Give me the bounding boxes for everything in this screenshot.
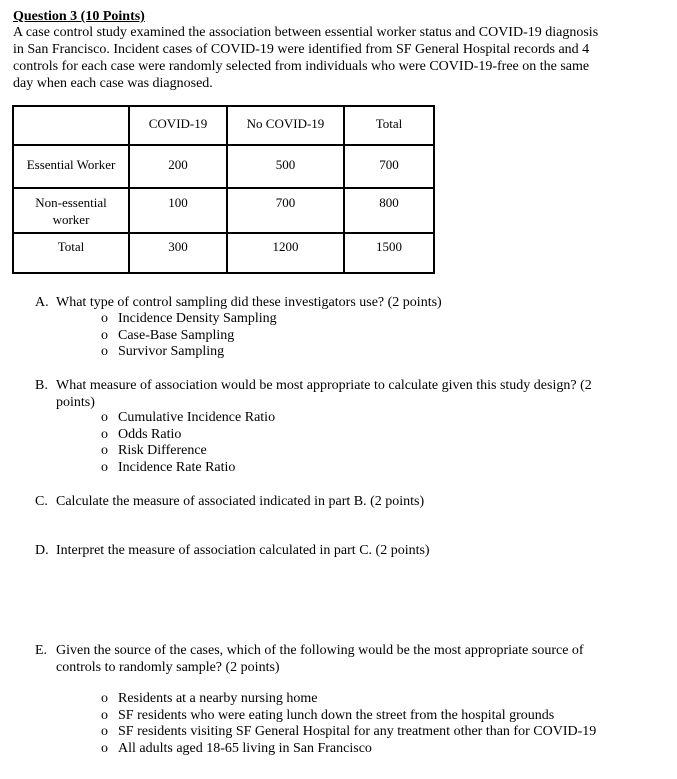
table-row-label <box>13 188 129 233</box>
bullet-icon: o <box>101 311 108 326</box>
option-item <box>99 708 596 725</box>
table-cell: 300 <box>129 233 227 273</box>
table-row-label-line: Non-essential <box>35 195 107 210</box>
option-item <box>99 460 275 477</box>
table-cell: 1500 <box>344 233 434 273</box>
bullet-icon: o <box>101 410 108 425</box>
table-header-cell: Total <box>344 106 434 145</box>
table-header-cell: COVID-19 <box>129 106 227 145</box>
table-header-cell: No COVID-19 <box>227 106 344 145</box>
part-text: Calculate the measure of associated indicated in part B. (2 points) <box>56 494 425 509</box>
part-e-options <box>99 691 596 757</box>
part-letter: A. <box>35 295 49 310</box>
table-cell: 500 <box>227 145 344 188</box>
part-text-line: points) <box>56 395 95 410</box>
bullet-icon: o <box>101 327 108 343</box>
option-item <box>99 328 277 345</box>
table-cell: 100 <box>129 188 227 233</box>
option-label: Risk Difference <box>118 443 207 458</box>
question-intro <box>13 24 633 92</box>
question-heading: Question 3 (10 Points) <box>13 9 145 24</box>
part-text: What type of control sampling did these investigators use? (2 points) <box>56 295 442 310</box>
option-label: Residents at a nearby nursing home <box>118 691 318 706</box>
bullet-icon: o <box>101 443 108 458</box>
option-label: All adults aged 18-65 living in San Francisco <box>118 740 372 756</box>
part-letter: E. <box>35 643 48 658</box>
table-cell: 200 <box>129 145 227 188</box>
option-item <box>99 691 596 708</box>
part-text <box>56 642 636 676</box>
part-text-line: What measure of association would be most appropriate to calculate given this study design? (2 <box>56 378 592 393</box>
intro-line: controls for each case were randomly selected from individuals who were COVID-19-free on the same <box>13 59 590 74</box>
part-text <box>56 377 626 411</box>
option-label: Survivor Sampling <box>118 344 225 359</box>
part-text: Interpret the measure of association calculated in part C. (2 points) <box>56 543 430 558</box>
table-cell: 700 <box>227 188 344 233</box>
option-label: Incidence Rate Ratio <box>118 459 236 475</box>
option-item <box>99 410 275 427</box>
contingency-table <box>12 105 435 274</box>
table-cell: 700 <box>344 145 434 188</box>
option-item <box>99 443 275 460</box>
option-label: Case-Base Sampling <box>118 327 235 343</box>
bullet-icon: o <box>101 426 108 442</box>
part-text-line: Given the source of the cases, which of the following would be the most appropriate source of <box>56 643 584 658</box>
bullet-icon: o <box>101 724 108 739</box>
option-label: SF residents visiting SF General Hospital for any treatment other than for COVID-19 <box>118 724 597 739</box>
table-header-cell <box>13 106 129 145</box>
table-row <box>13 188 434 233</box>
intro-line: A case control study examined the association between essential worker status and COVID-19 diagnosis <box>13 25 599 40</box>
part-letter: B. <box>35 378 48 393</box>
intro-line: in San Francisco. Incident cases of COVID-19 were identified from SF General Hospital records and 4 <box>13 42 590 57</box>
option-item <box>99 724 596 741</box>
option-item <box>99 311 277 328</box>
table-cell: 800 <box>344 188 434 233</box>
bullet-icon: o <box>101 459 108 475</box>
intro-line: day when each case was diagnosed. <box>13 76 213 91</box>
part-letter: D. <box>35 543 49 558</box>
table-cell: 1200 <box>227 233 344 273</box>
option-item <box>99 427 275 444</box>
option-label: SF residents who were eating lunch down the street from the hospital grounds <box>118 707 555 723</box>
table-row <box>13 233 434 273</box>
option-item <box>99 741 596 758</box>
table-row <box>13 145 434 188</box>
part-a-options <box>99 311 277 361</box>
table-header-row <box>13 106 434 145</box>
table-row-label-line: worker <box>52 212 90 227</box>
bullet-icon: o <box>101 740 108 756</box>
option-label: Odds Ratio <box>118 426 182 442</box>
part-text-line: controls to randomly sample? (2 points) <box>56 660 280 675</box>
bullet-icon: o <box>101 707 108 723</box>
option-item <box>99 344 277 361</box>
bullet-icon: o <box>101 691 108 706</box>
table-row-label: Total <box>13 233 129 273</box>
bullet-icon: o <box>101 344 108 359</box>
part-b-options <box>99 410 275 476</box>
part-letter: C. <box>35 494 48 509</box>
option-label: Cumulative Incidence Ratio <box>118 410 276 425</box>
table-row-label: Essential Worker <box>13 145 129 188</box>
option-label: Incidence Density Sampling <box>118 311 277 326</box>
